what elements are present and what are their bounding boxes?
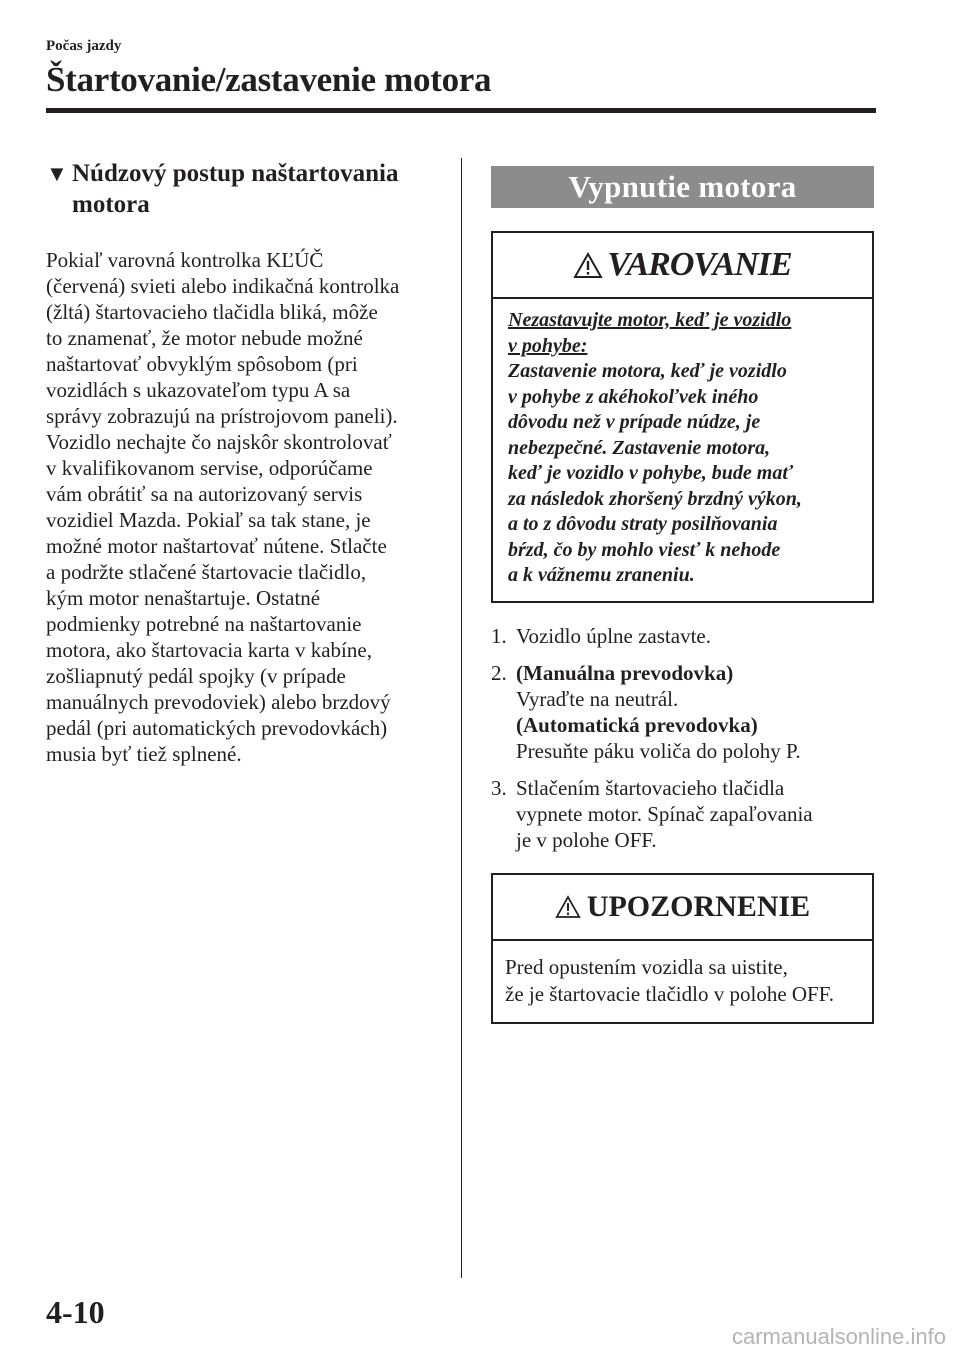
text-line: vozidlách s ukazovateľom typu A sa [46, 378, 351, 402]
text-line: (žltá) štartovacieho tlačidla bliká, môže [46, 300, 378, 324]
text-line: motora, ako štartovacia karta v kabíne, [46, 638, 372, 662]
section-heading-line2: motora [72, 191, 150, 218]
warning-line: nebezpečné. Zastavenie motora, [508, 436, 771, 459]
header-rule [46, 108, 876, 113]
caution-line: že je štartovacie tlačidlo v polohe OFF. [505, 981, 834, 1006]
step-subheading-manual: (Manuálna prevodovka) [516, 660, 734, 685]
caution-title: UPOZORNENIE [586, 889, 811, 923]
warning-header [493, 233, 872, 299]
warning-subheading-line2: v pohybe: [508, 334, 588, 357]
text-line: vozidiel Mazda. Pokiaľ sa tak stane, je [46, 508, 371, 532]
column-divider [461, 158, 462, 1278]
step-text-line: Stlačením štartovacieho tlačidla [516, 775, 785, 800]
caution-box [491, 873, 874, 1024]
left-column [46, 158, 441, 767]
page-title: Štartovanie/zastavenie motora [46, 60, 492, 99]
text-line: to znamenať, že motor nebude možné [46, 326, 363, 350]
warning-line: dôvodu než v prípade núdze, je [508, 411, 761, 433]
caution-line: Pred opustením vozidla sa uistite, [505, 954, 788, 979]
step-2 [491, 660, 874, 764]
warning-box [491, 231, 874, 603]
step-text-line: vypnete motor. Spínač zapaľovania [516, 801, 813, 826]
text-line: Pokiaľ varovná kontrolka KĽÚČ [46, 248, 324, 272]
warning-line: a to z dôvodu straty posilňovania [508, 513, 778, 535]
text-line: správy zobrazujú na prístrojovom paneli). [46, 404, 398, 428]
step-text: Vozidlo úplne zastavte. [516, 623, 711, 648]
warning-line: Zastavenie motora, keď je vozidlo [508, 360, 787, 382]
section-heading-line1: Núdzový postup naštartovania [72, 160, 399, 187]
step-text-manual: Vyraďte na neutrál. [516, 686, 679, 711]
section-banner: Vypnutie motora [491, 166, 874, 208]
step-text-line: je v polohe OFF. [516, 827, 657, 852]
warning-triangle-icon [573, 252, 603, 279]
section-label: Počas jazdy [46, 38, 122, 54]
step-number: 2. [491, 660, 507, 685]
step-3 [491, 775, 874, 853]
step-1 [491, 623, 874, 649]
warning-title: VAROVANIE [607, 246, 792, 283]
text-line: kým motor nenaštartuje. Ostatné [46, 586, 321, 610]
warning-line: v pohybe z akéhokoľvek iného [508, 385, 759, 408]
text-line: pedál (pri automatických prevodovkách) [46, 716, 388, 740]
warning-triangle-icon [555, 895, 581, 919]
text-line: zošliapnutý pedál spojky (v prípade [46, 664, 346, 688]
caution-header [493, 875, 872, 941]
watermark: carmanualsonline.info [731, 1324, 946, 1349]
warning-subheading-line1: Nezastavujte motor, keď je vozidlo [508, 309, 792, 331]
caution-body [493, 941, 872, 1022]
down-triangle-icon: ▼ [46, 161, 68, 186]
text-line: vám obrátiť sa na autorizovaný servis [46, 482, 363, 506]
text-line: podmienky potrebné na naštartovanie [46, 612, 362, 636]
text-line: naštartovať obvyklým spôsobom (pri [46, 352, 358, 376]
warning-line: a k vážnemu zraneniu. [508, 564, 695, 586]
text-line: manuálnych prevodoviek) alebo brzdový [46, 690, 391, 714]
warning-body [493, 299, 872, 601]
text-line: (červená) svieti alebo indikačná kontrolka [46, 274, 400, 298]
text-line: možné motor naštartovať nútene. Stlačte [46, 534, 387, 558]
step-number: 3. [491, 775, 507, 800]
steps-list [491, 623, 874, 853]
right-column [491, 166, 874, 1024]
emergency-start-paragraph [46, 247, 441, 767]
text-line: v kvalifikovanom servise, odporúčame [46, 456, 373, 480]
section-heading [46, 158, 441, 220]
step-number: 1. [491, 623, 507, 648]
text-line: a podržte stlačené štartovacie tlačidlo, [46, 560, 367, 584]
warning-line: bŕzd, čo by mohlo viesť k nehode [508, 538, 781, 561]
warning-line: za následok zhoršený brzdný výkon, [508, 487, 802, 510]
text-line: musia byť tiež splnené. [46, 742, 242, 766]
warning-line: keď je vozidlo v pohybe, bude mať [508, 462, 793, 484]
page-number: 4-10 [46, 1294, 105, 1330]
text-line: Vozidlo nechajte čo najskôr skontrolovať [46, 430, 392, 454]
step-text-automatic: Presuňte páku voliča do polohy P. [516, 738, 801, 763]
step-subheading-automatic: (Automatická prevodovka) [516, 712, 758, 737]
